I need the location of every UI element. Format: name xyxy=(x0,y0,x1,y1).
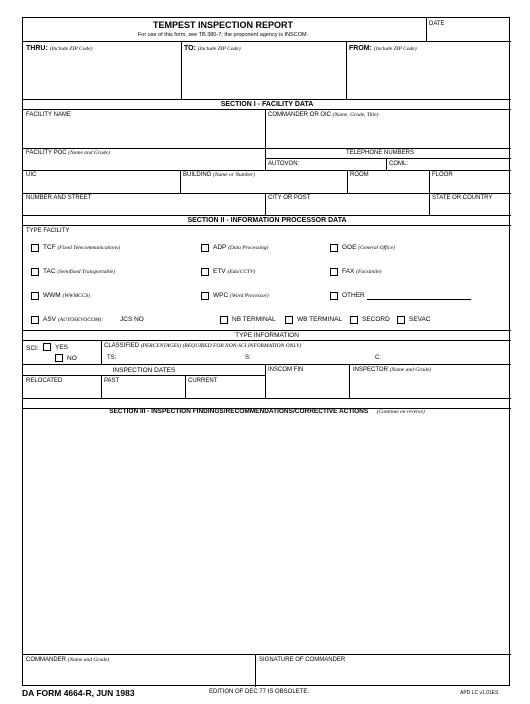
goe-checkbox[interactable] xyxy=(330,244,338,252)
signature-of-commander-label: SIGNATURE OF COMMANDER xyxy=(259,657,346,663)
asv-checkbox[interactable] xyxy=(31,316,39,324)
facility-name-label: FACILITY NAME xyxy=(26,112,71,118)
fax-hint: (Facsimile) xyxy=(356,269,382,275)
city-post-field[interactable] xyxy=(266,202,428,214)
sci-no-label: NO xyxy=(67,355,77,362)
number-street-field[interactable] xyxy=(24,202,264,214)
jcs-no-label: JCS NO xyxy=(120,316,144,323)
state-country-label: STATE OR COUNTRY xyxy=(432,195,493,201)
current-label: CURRENT xyxy=(188,378,218,384)
sci-yes-checkbox[interactable] xyxy=(43,343,51,351)
ts-label: TS: xyxy=(107,355,117,361)
to-label: TO: xyxy=(184,45,196,52)
other-label: OTHER xyxy=(342,292,365,299)
ts-field[interactable] xyxy=(119,353,239,363)
wb-terminal-checkbox[interactable] xyxy=(285,316,293,324)
goe-hint: (General Office) xyxy=(358,245,395,251)
other-checkbox[interactable] xyxy=(330,292,338,300)
facility-poc-hint: (Name and Grade) xyxy=(68,150,110,156)
thru-label: THRU: xyxy=(26,45,48,52)
wwm-hint: (WWMCCS) xyxy=(62,293,90,299)
from-address-field[interactable] xyxy=(347,54,510,98)
room-field[interactable] xyxy=(348,179,428,192)
nb-terminal-label: NB TERMINAL xyxy=(232,316,276,323)
thru-address-field[interactable] xyxy=(24,54,180,98)
to-hint: (Include ZIP Code) xyxy=(197,46,241,52)
past-label: PAST xyxy=(104,378,120,384)
tempest-inspection-form xyxy=(22,17,510,686)
classified-label: CLASSIFIED xyxy=(104,343,140,349)
wb-terminal-label: WB TERMINAL xyxy=(297,316,343,323)
s-label: S: xyxy=(245,355,251,361)
section-3-hint: (Continue on reverse) xyxy=(376,409,425,415)
number-street-label: NUMBER AND STREET xyxy=(26,195,92,201)
form-title: TEMPEST INSPECTION REPORT xyxy=(152,20,293,30)
fax-label: FAX xyxy=(342,268,355,275)
inspector-label: INSPECTOR xyxy=(353,367,388,373)
sci-no-checkbox[interactable] xyxy=(55,354,63,362)
commander-label: COMMANDER xyxy=(26,657,66,663)
commander-oic-hint: (Name, Grade, Title) xyxy=(332,112,379,118)
adp-hint: (Data Processing) xyxy=(228,245,269,251)
etv-label: ETV xyxy=(213,268,226,275)
to-address-field[interactable] xyxy=(182,54,345,98)
building-field[interactable] xyxy=(181,179,346,192)
nb-terminal-checkbox[interactable] xyxy=(220,316,228,324)
wwm-label: WWM xyxy=(43,292,61,299)
form-id: DA FORM 4664-R, JUN 1983 xyxy=(22,688,135,698)
type-information-label: TYPE INFORMATION xyxy=(235,332,299,339)
form-subtitle: For use of this form, see TB 380-7; the proponent agency is INSCOM. xyxy=(137,32,309,38)
tac-checkbox[interactable] xyxy=(31,268,39,276)
facility-poc-field[interactable] xyxy=(24,157,264,169)
from-hint: (Include ZIP Code) xyxy=(373,46,417,52)
tac-hint: (Semifixed Transportable) xyxy=(57,269,115,275)
coml-field[interactable] xyxy=(409,159,509,169)
facility-poc-label: FACILITY POC xyxy=(26,150,67,156)
building-label: BUILDING xyxy=(183,172,212,178)
inspection-dates-label: INSPECTION DATES xyxy=(112,367,176,374)
version-note: APD LC v1.01ES xyxy=(460,690,499,696)
section-3-title: SECTION III - INSPECTION FINDINGS/RECOMMENDATIONS/CORRECTIVE ACTIONS xyxy=(109,408,369,415)
room-label: ROOM xyxy=(350,172,369,178)
secord-label: SECORD xyxy=(362,316,390,323)
sevac-label: SEVAC xyxy=(409,316,431,323)
wwm-checkbox[interactable] xyxy=(31,292,39,300)
sci-yes-label: YES xyxy=(55,344,69,351)
current-date-field[interactable] xyxy=(186,385,264,397)
section-2-title: SECTION II - INFORMATION PROCESSOR DATA xyxy=(187,217,347,224)
autovon-label: AUTOVON: xyxy=(268,161,300,167)
inspector-field[interactable] xyxy=(350,375,510,397)
inscom-fin-field[interactable] xyxy=(266,375,348,397)
adp-checkbox[interactable] xyxy=(201,244,209,252)
signature-field[interactable] xyxy=(256,665,510,686)
from-label: FROM: xyxy=(349,45,372,52)
asv-label: ASV xyxy=(43,316,57,323)
c-label: C: xyxy=(375,355,381,361)
relocated-label: RELOCATED xyxy=(26,378,63,384)
telephone-numbers-label: TELEPHONE NUMBERS xyxy=(346,150,415,156)
date-field[interactable] xyxy=(427,27,510,40)
coml-label: COML: xyxy=(389,161,409,167)
edition-note: EDITION OF DEC 77 IS OBSOLETE. xyxy=(209,689,310,695)
section-1-title: SECTION I - FACILITY DATA xyxy=(220,101,314,108)
fax-checkbox[interactable] xyxy=(330,268,338,276)
tcf-label: TCF xyxy=(43,244,56,251)
uic-label: UIC xyxy=(26,172,37,178)
tcf-hint: (Fixed Telecommunications) xyxy=(57,245,121,251)
floor-label: FLOOR xyxy=(432,172,453,178)
tcf-checkbox[interactable] xyxy=(31,244,39,252)
goe-label: GOE xyxy=(342,244,357,251)
facility-name-field[interactable] xyxy=(24,119,264,147)
city-post-label: CITY OR POST xyxy=(268,195,311,201)
classified-hint: (PERCENTAGES) (REQUIRED FOR NON-SCI INFORMATION ONLY) xyxy=(140,343,302,349)
tac-label: TAC xyxy=(43,268,56,275)
wpc-hint: (Word Processor) xyxy=(229,293,269,299)
sevac-checkbox[interactable] xyxy=(397,316,405,324)
wpc-checkbox[interactable] xyxy=(201,292,209,300)
sci-label: SCI: xyxy=(26,345,39,352)
state-country-field[interactable] xyxy=(430,202,510,214)
c-field[interactable] xyxy=(383,353,509,363)
type-facility-label: TYPE FACILITY xyxy=(26,228,70,234)
etv-checkbox[interactable] xyxy=(201,268,209,276)
inspector-hint: (Name and Grade) xyxy=(389,367,432,373)
etv-hint: (Edu/CCTV) xyxy=(227,269,256,275)
floor-field[interactable] xyxy=(430,179,510,192)
other-field[interactable] xyxy=(367,292,471,300)
building-hint: (Name or Number) xyxy=(213,172,255,178)
commander-oic-label: COMMANDER OR OIC xyxy=(268,112,331,118)
secord-checkbox[interactable] xyxy=(350,316,358,324)
findings-field[interactable] xyxy=(24,409,510,653)
commander-hint: (Name and Grade) xyxy=(67,657,110,663)
past-date-field[interactable] xyxy=(102,385,184,397)
asv-hint: (AUTOSEVOCOM): xyxy=(57,317,104,323)
date-label: DATE xyxy=(429,21,445,27)
inscom-fin-label: INSCOM FIN xyxy=(268,367,304,373)
commander-field[interactable] xyxy=(24,665,254,686)
s-field[interactable] xyxy=(253,353,371,363)
commander-oic-field[interactable] xyxy=(266,119,510,147)
relocated-field[interactable] xyxy=(24,385,100,397)
uic-field[interactable] xyxy=(24,179,179,192)
wpc-label: WPC xyxy=(213,292,229,299)
autovon-field[interactable] xyxy=(298,159,385,169)
thru-hint: (Include ZIP Code) xyxy=(49,46,93,52)
adp-label: ADP xyxy=(213,244,227,251)
